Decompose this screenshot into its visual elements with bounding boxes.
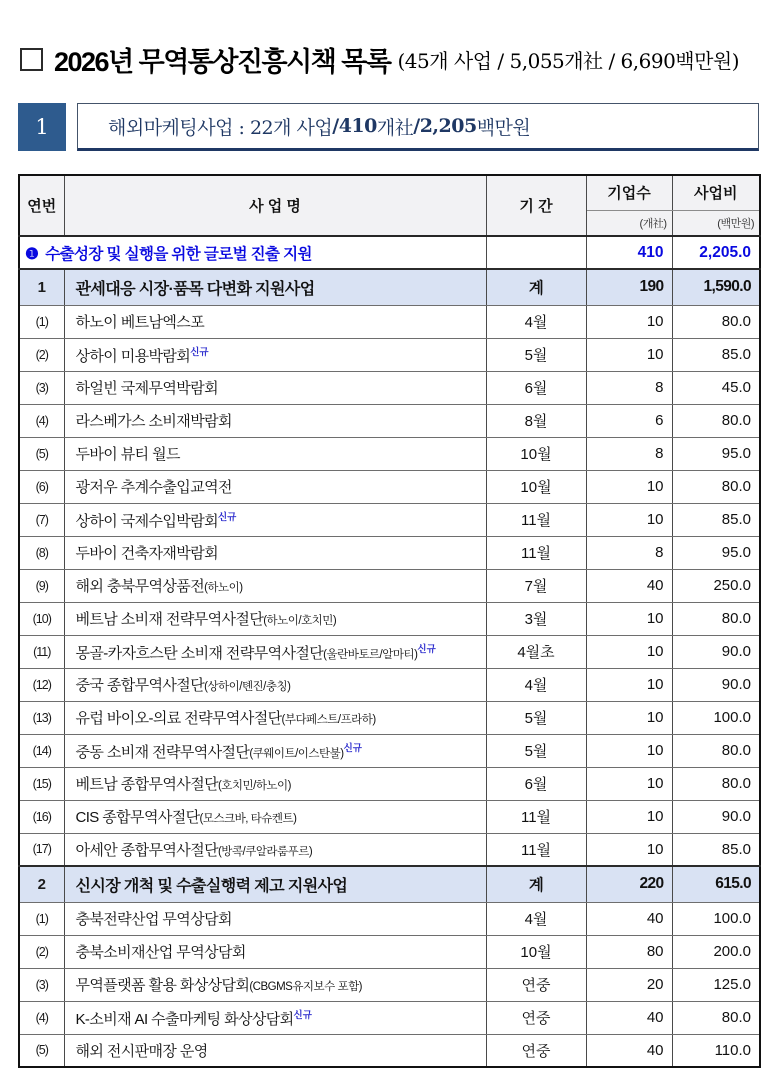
program-budget: 80.0	[672, 470, 760, 503]
program-name	[64, 338, 486, 371]
program-name	[64, 902, 486, 935]
program-companies: 20	[586, 968, 672, 1001]
header-no: 연번	[19, 175, 64, 236]
program-name-detail: (쿠웨이트/이스탄불)	[249, 747, 344, 760]
program-name	[64, 734, 486, 767]
program-name-text: 베트남 소비재 전략무역사절단	[75, 611, 264, 628]
program-budget: 80.0	[672, 1001, 760, 1034]
program-row	[19, 470, 760, 503]
program-budget: 85.0	[672, 503, 760, 536]
banner-text-segment: 해외마케팅사업 : 22개 사업	[108, 116, 333, 139]
program-budget: 100.0	[672, 902, 760, 935]
program-budget: 80.0	[672, 602, 760, 635]
program-name	[64, 968, 486, 1001]
program-period: 3월	[486, 602, 586, 635]
program-name-text: 유럽 바이오-의료 전략무역사절단	[75, 710, 282, 727]
program-row	[19, 902, 760, 935]
program-companies: 8	[586, 437, 672, 470]
banner-text-segment: /	[332, 115, 339, 137]
program-companies: 10	[586, 800, 672, 833]
program-budget: 80.0	[672, 734, 760, 767]
program-no: (5)	[19, 437, 64, 470]
program-name-text: 중국 종합무역사절단	[75, 677, 205, 694]
program-name	[64, 371, 486, 404]
program-budget: 80.0	[672, 767, 760, 800]
program-name	[64, 602, 486, 635]
program-name	[64, 536, 486, 569]
summary-title	[19, 236, 486, 269]
section-budget: 1,590.0	[672, 269, 760, 305]
program-no: (16)	[19, 800, 64, 833]
new-program-label: 신규	[293, 1009, 312, 1021]
program-name-detail: (상하이/톈진/충칭)	[204, 681, 291, 693]
program-name-detail: (방콕/쿠알라룸푸르)	[217, 845, 313, 858]
program-period: 10월	[486, 935, 586, 968]
program-row	[19, 635, 760, 668]
program-period: 10월	[486, 470, 586, 503]
program-companies: 8	[586, 536, 672, 569]
program-period: 6월	[486, 371, 586, 404]
program-name-detail: (모스크바, 타슈켄트)	[199, 813, 297, 825]
program-budget: 90.0	[672, 635, 760, 668]
program-budget: 85.0	[672, 338, 760, 371]
program-name-text: 상하이 미용박람회	[75, 347, 191, 365]
program-name-text: 상하이 국제수입박람회	[75, 512, 218, 530]
program-name	[64, 668, 486, 701]
program-name	[64, 935, 486, 968]
page-title-summary: (45개 사업 / 5,055개社 / 6,690백만원)	[397, 49, 740, 73]
program-period: 7월	[486, 569, 586, 602]
section-header-row	[19, 269, 760, 305]
new-program-label: 신규	[417, 643, 436, 655]
program-no: (4)	[19, 404, 64, 437]
section-number-badge: 1	[18, 103, 66, 151]
program-name-text: 베트남 종합무역사절단	[75, 776, 218, 793]
program-row	[19, 701, 760, 734]
program-budget: 85.0	[672, 833, 760, 866]
banner-text-segment: 2,205	[419, 115, 477, 137]
program-budget: 90.0	[672, 800, 760, 833]
table-body	[19, 236, 760, 1067]
header-budget-unit: (백만원)	[672, 210, 760, 236]
program-companies: 10	[586, 602, 672, 635]
program-period: 4월	[486, 305, 586, 338]
new-program-label: 신규	[190, 346, 209, 358]
program-period: 8월	[486, 404, 586, 437]
programs-table	[18, 174, 761, 1068]
program-row	[19, 503, 760, 536]
program-name	[64, 437, 486, 470]
program-row	[19, 734, 760, 767]
section-companies: 220	[586, 866, 672, 902]
program-no: (11)	[19, 635, 64, 668]
program-name	[64, 1001, 486, 1034]
program-no: (13)	[19, 701, 64, 734]
program-period: 6월	[486, 767, 586, 800]
program-period: 5월	[486, 338, 586, 371]
program-companies: 6	[586, 404, 672, 437]
program-name	[64, 800, 486, 833]
program-no: (9)	[19, 569, 64, 602]
header-period: 기 간	[486, 175, 586, 236]
summary-budget: 2,205.0	[672, 236, 760, 269]
program-companies: 40	[586, 902, 672, 935]
program-row	[19, 1001, 760, 1034]
section-banner-box	[77, 103, 759, 151]
program-name-text: 하노이 베트남엑스포	[75, 314, 205, 331]
section-no: 2	[19, 866, 64, 902]
program-name-text: 충북전략산업 무역상담회	[75, 911, 232, 928]
program-no: (2)	[19, 935, 64, 968]
program-name-text: 해외 충북무역상품전	[75, 578, 205, 595]
program-row	[19, 371, 760, 404]
program-period: 10월	[486, 437, 586, 470]
program-no: (12)	[19, 668, 64, 701]
program-name	[64, 767, 486, 800]
summary-title-text: 수출성장 및 실행을 위한 글로벌 진출 지원	[45, 245, 312, 263]
program-name-text: 몽골-카자흐스탄 소비재 전략무역사절단	[75, 644, 324, 662]
program-period: 4월초	[486, 635, 586, 668]
program-companies: 10	[586, 701, 672, 734]
program-name-text: 아세안 종합무역사절단	[75, 841, 218, 859]
program-row	[19, 1034, 760, 1067]
section-no: 1	[19, 269, 64, 305]
program-name	[64, 635, 486, 668]
program-companies: 80	[586, 935, 672, 968]
program-row	[19, 404, 760, 437]
program-companies: 40	[586, 569, 672, 602]
program-period: 4월	[486, 668, 586, 701]
program-name-text: 중동 소비재 전략무역사절단	[75, 743, 250, 761]
section-period-label: 계	[486, 269, 586, 305]
circled-one-marker: ❶	[25, 245, 39, 263]
new-program-label: 신규	[343, 742, 362, 754]
program-period: 연중	[486, 968, 586, 1001]
program-period: 5월	[486, 734, 586, 767]
program-period: 11월	[486, 503, 586, 536]
program-budget: 90.0	[672, 668, 760, 701]
program-budget: 95.0	[672, 536, 760, 569]
program-budget: 110.0	[672, 1034, 760, 1067]
program-name-text: 충북소비재산업 무역상담회	[75, 944, 246, 961]
program-budget: 45.0	[672, 371, 760, 404]
program-companies: 10	[586, 668, 672, 701]
program-name-text: CIS 종합무역사절단	[75, 809, 200, 826]
program-no: (1)	[19, 902, 64, 935]
program-budget: 100.0	[672, 701, 760, 734]
program-name-text: 두바이 건축자재박람회	[75, 545, 218, 562]
header-companies: 기업수	[586, 175, 672, 210]
program-row	[19, 569, 760, 602]
program-row	[19, 536, 760, 569]
program-budget: 200.0	[672, 935, 760, 968]
summary-period	[486, 236, 586, 269]
program-name	[64, 305, 486, 338]
program-no: (17)	[19, 833, 64, 866]
program-no: (5)	[19, 1034, 64, 1067]
program-name-text: 두바이 뷰티 월드	[75, 446, 180, 463]
program-name-detail: (CBGMS유지보수 포함)	[249, 981, 363, 993]
program-row	[19, 767, 760, 800]
section-title: 신시장 개척 및 수출실행력 제고 지원사업	[64, 866, 486, 902]
program-no: (7)	[19, 503, 64, 536]
program-budget: 125.0	[672, 968, 760, 1001]
banner-text-segment: 개社	[376, 116, 414, 139]
program-companies: 40	[586, 1001, 672, 1034]
program-period: 연중	[486, 1001, 586, 1034]
section-companies: 190	[586, 269, 672, 305]
program-name	[64, 701, 486, 734]
program-companies: 10	[586, 503, 672, 536]
section-title: 관세대응 시장·품목 다변화 지원사업	[64, 269, 486, 305]
program-name	[64, 404, 486, 437]
program-companies: 10	[586, 338, 672, 371]
program-companies: 10	[586, 635, 672, 668]
section-banner	[18, 103, 759, 151]
program-period: 11월	[486, 800, 586, 833]
banner-text-segment: /	[413, 115, 420, 137]
program-period: 연중	[486, 1034, 586, 1067]
page-title: 2026년 무역통상진흥시책 목록	[54, 47, 391, 77]
program-row	[19, 800, 760, 833]
program-name-detail: (하노이)	[204, 582, 243, 594]
program-budget: 80.0	[672, 404, 760, 437]
program-row	[19, 935, 760, 968]
header-name: 사 업 명	[64, 175, 486, 236]
program-companies: 10	[586, 470, 672, 503]
program-companies: 40	[586, 1034, 672, 1067]
program-companies: 8	[586, 371, 672, 404]
program-name	[64, 569, 486, 602]
program-budget: 80.0	[672, 305, 760, 338]
program-no: (1)	[19, 305, 64, 338]
program-name-detail: (부다페스트/프라하)	[281, 714, 376, 726]
program-no: (2)	[19, 338, 64, 371]
program-companies: 10	[586, 305, 672, 338]
program-period: 5월	[486, 701, 586, 734]
section-period-label: 계	[486, 866, 586, 902]
program-name-text: 라스베가스 소비재박람회	[75, 413, 232, 430]
program-name	[64, 470, 486, 503]
program-companies: 10	[586, 767, 672, 800]
section-header-row	[19, 866, 760, 902]
program-no: (3)	[19, 968, 64, 1001]
program-row	[19, 833, 760, 866]
program-row	[19, 668, 760, 701]
program-name	[64, 503, 486, 536]
checkbox-square-icon	[20, 48, 43, 71]
program-period: 4월	[486, 902, 586, 935]
program-no: (6)	[19, 470, 64, 503]
program-no: (14)	[19, 734, 64, 767]
program-name	[64, 833, 486, 866]
program-name-text: 광저우 추계수출입교역전	[75, 479, 232, 496]
section-budget: 615.0	[672, 866, 760, 902]
summary-row	[19, 236, 760, 269]
program-budget: 95.0	[672, 437, 760, 470]
new-program-label: 신규	[217, 511, 237, 523]
table-header-row	[19, 175, 760, 210]
program-name-text: 하얼빈 국제무역박람회	[75, 380, 218, 397]
program-row	[19, 305, 760, 338]
header-budget: 사업비	[672, 175, 760, 210]
program-name	[64, 1034, 486, 1067]
program-no: (15)	[19, 767, 64, 800]
program-no: (3)	[19, 371, 64, 404]
summary-companies: 410	[586, 236, 672, 269]
banner-text-segment: 백만원	[476, 116, 531, 139]
table-header	[19, 175, 760, 236]
program-period: 11월	[486, 536, 586, 569]
program-name-text: 해외 전시판매장 운영	[75, 1042, 208, 1060]
program-name-detail: (호치민/하노이)	[217, 780, 291, 792]
program-name-detail: (하노이/호치민)	[263, 615, 337, 627]
program-name-text: K-소비재 AI 수출마케팅 화상상담회	[75, 1010, 294, 1028]
program-row	[19, 437, 760, 470]
program-budget: 250.0	[672, 569, 760, 602]
document-title	[20, 40, 759, 79]
program-no: (10)	[19, 602, 64, 635]
program-no: (8)	[19, 536, 64, 569]
program-row	[19, 338, 760, 371]
program-name-text: 무역플랫폼 활용 화상상담회	[75, 977, 250, 994]
program-no: (4)	[19, 1001, 64, 1034]
program-name-detail: (울란바토르/알마티)	[323, 648, 418, 661]
program-companies: 10	[586, 734, 672, 767]
header-companies-unit: (개社)	[586, 210, 672, 236]
program-row	[19, 602, 760, 635]
program-companies: 10	[586, 833, 672, 866]
banner-text-segment: 410	[338, 115, 377, 137]
program-period: 11월	[486, 833, 586, 866]
program-row	[19, 968, 760, 1001]
